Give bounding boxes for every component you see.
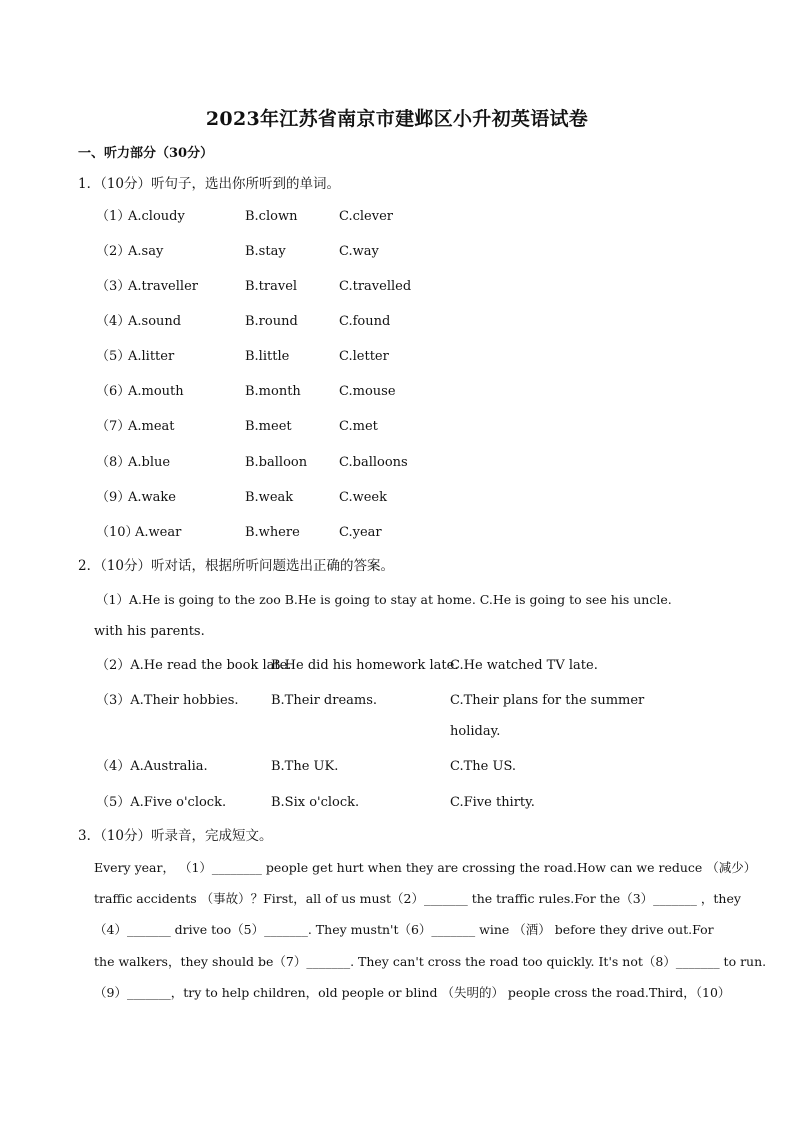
option-a: A.wear bbox=[135, 525, 182, 540]
q2-item-1-line-2: with his parents. bbox=[94, 624, 205, 639]
option-c: C.travelled bbox=[339, 279, 412, 294]
option-c: C.clever bbox=[339, 209, 393, 224]
q2-item-2-option-c: C.He watched TV late. bbox=[450, 658, 598, 673]
q2-item-3-option-b: B.Their dreams. bbox=[271, 693, 378, 708]
option-b: B.stay bbox=[245, 244, 286, 259]
q2-item-4-option-c: C.The US. bbox=[450, 759, 517, 774]
passage-line: （9）_______，try to help children，old people or blind （失明的） people cross the road.Third，（10） bbox=[94, 985, 731, 1000]
option-a: A.mouth bbox=[128, 384, 184, 399]
passage-line: traffic accidents （事故）？First，all of us must（2）_______ the traffic rules.For the（3）_______ ，they bbox=[94, 891, 741, 906]
page-title: 2023年江苏省南京市建邺区小升初英语试卷 bbox=[205, 108, 589, 130]
option-a: A.blue bbox=[128, 455, 171, 470]
option-a: A.litter bbox=[128, 349, 175, 364]
q2-item-5-option-b: B.Six o'clock. bbox=[271, 795, 360, 810]
option-c: C.letter bbox=[339, 349, 389, 364]
q2-item-4-option-a: （4）A.Australia. bbox=[96, 759, 208, 774]
option-b: B.weak bbox=[245, 490, 294, 505]
q2-item-4-option-b: B.The UK. bbox=[271, 759, 339, 774]
item-number: （3） bbox=[96, 279, 131, 294]
option-b: B.clown bbox=[245, 209, 298, 224]
option-a: A.sound bbox=[128, 314, 182, 329]
option-a: A.meat bbox=[128, 419, 175, 434]
question-1-stem: 1．（10分）听句子，选出你所听到的单词。 bbox=[78, 176, 341, 192]
item-number: （10） bbox=[96, 525, 139, 540]
q2-item-2-option-a: （2）A.He read the book late. bbox=[96, 658, 292, 673]
question-3-stem: 3．（10分）听录音，完成短文。 bbox=[78, 828, 273, 844]
option-c: C.balloons bbox=[339, 455, 408, 470]
question-2-stem: 2．（10分）听对话，根据所听问题选出正确的答案。 bbox=[78, 558, 395, 574]
option-b: B.round bbox=[245, 314, 298, 329]
option-c: C.year bbox=[339, 525, 382, 540]
item-number: （9） bbox=[96, 490, 131, 505]
item-number: （7） bbox=[96, 419, 131, 434]
option-b: B.travel bbox=[245, 279, 298, 294]
option-a: A.say bbox=[128, 244, 164, 259]
q2-item-5-option-a: （5）A.Five o'clock. bbox=[96, 795, 227, 810]
option-b: B.meet bbox=[245, 419, 292, 434]
item-number: （5） bbox=[96, 349, 131, 364]
item-number: （2） bbox=[96, 244, 131, 259]
option-a: A.wake bbox=[128, 490, 176, 505]
option-a: A.cloudy bbox=[128, 209, 185, 224]
q2-item-3-option-a: （3）A.Their hobbies. bbox=[96, 693, 239, 708]
q2-item-1-line-1: （1）A.He is going to the zoo B.He is going to stay at home. C.He is going to see his uncle. bbox=[96, 592, 672, 607]
item-number: （8） bbox=[96, 455, 131, 470]
passage-line: Every year， （1）________ people get hurt when they are crossing the road.How can we reduce （减少） bbox=[94, 860, 757, 875]
option-b: B.where bbox=[245, 525, 300, 540]
passage-line: （4）_______ drive too（5）_______. They mustn't（6）_______ wine （酒） before they drive out.For bbox=[94, 922, 714, 937]
option-c: C.mouse bbox=[339, 384, 396, 399]
q2-item-2-option-b: B.He did his homework late. bbox=[271, 658, 459, 673]
q2-item-3-option-c: C.Their plans for the summer bbox=[450, 693, 645, 708]
option-c: C.found bbox=[339, 314, 391, 329]
item-number: （4） bbox=[96, 314, 131, 329]
passage-line: the walkers，they should be（7）_______. They can't cross the road too quickly. It's not（8）_______ to run. bbox=[94, 954, 767, 969]
option-c: C.week bbox=[339, 490, 388, 505]
option-c: C.met bbox=[339, 419, 378, 434]
option-c: C.way bbox=[339, 244, 379, 259]
item-number: （6） bbox=[96, 384, 131, 399]
option-b: B.little bbox=[245, 349, 290, 364]
option-b: B.balloon bbox=[245, 455, 308, 470]
section-heading: 一、听力部分（30分） bbox=[78, 146, 214, 161]
q2-item-5-option-c: C.Five thirty. bbox=[450, 795, 535, 810]
option-a: A.traveller bbox=[128, 279, 198, 294]
option-b: B.month bbox=[245, 384, 301, 399]
q2-item-3-option-c-cont: holiday. bbox=[450, 724, 501, 739]
item-number: （1） bbox=[96, 209, 131, 224]
